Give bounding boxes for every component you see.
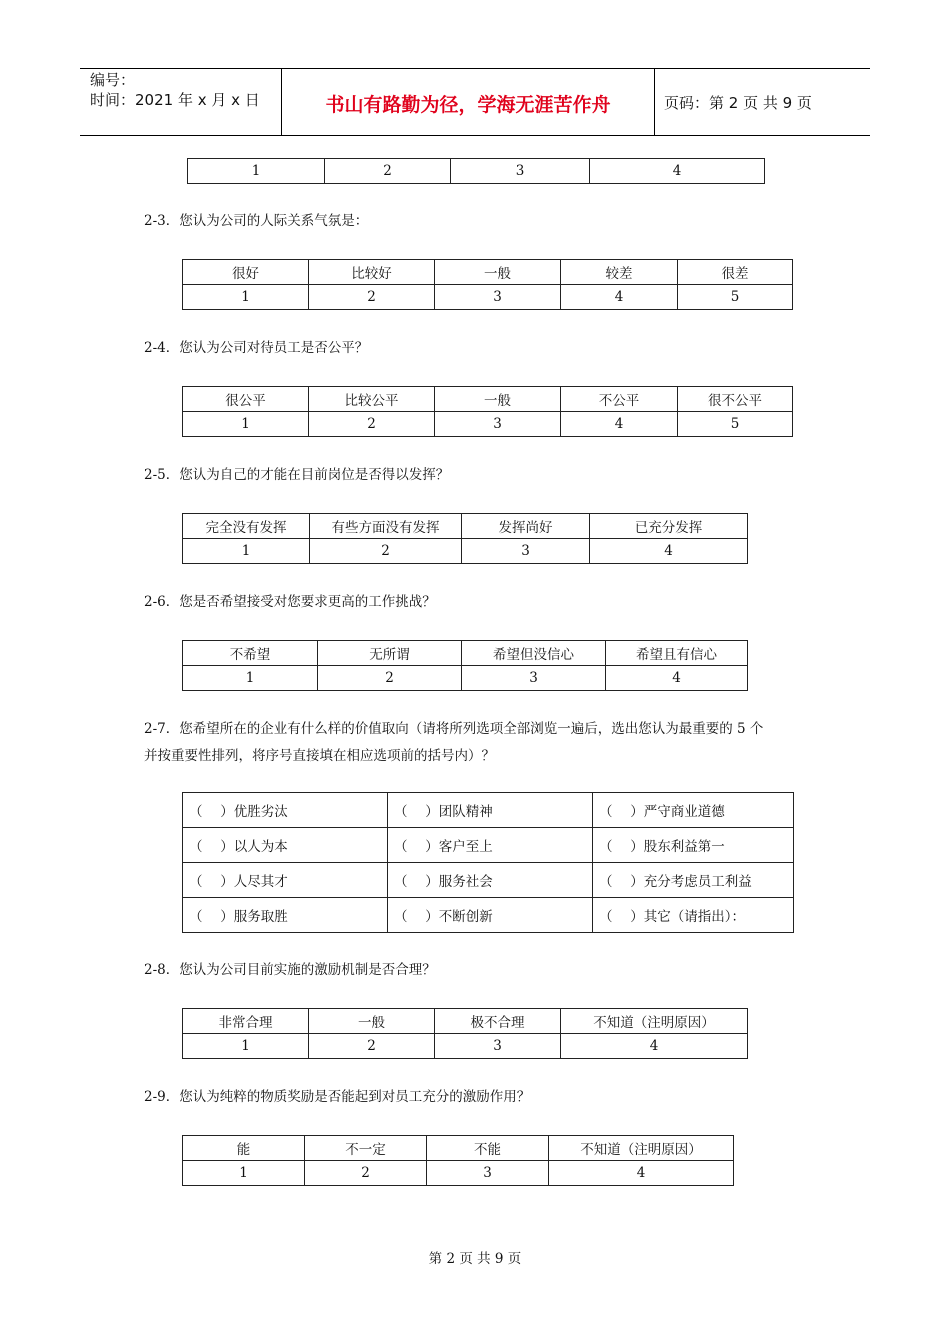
table-header-row xyxy=(183,1136,734,1161)
question-2-8: 2-8．您认为公司目前实施的激励机制是否合理？ xyxy=(144,962,436,978)
option-label: 一般 xyxy=(309,1009,435,1034)
number-label: 编号： xyxy=(90,71,136,89)
option-label: 不一定 xyxy=(305,1136,427,1161)
option-label: 有些方面没有发挥 xyxy=(310,514,462,539)
option-code[interactable]: 2 xyxy=(310,539,462,564)
option-code[interactable]: 1 xyxy=(183,412,309,437)
date-label: 时间：2021 年 x 月 x 日 xyxy=(90,91,260,109)
option-label: 希望且有信心 xyxy=(606,641,748,666)
option-label: 发挥尚好 xyxy=(462,514,590,539)
option-label: 很差 xyxy=(678,260,793,285)
option-label: 不能 xyxy=(427,1136,549,1161)
option-cell[interactable]: （ ）客户至上 xyxy=(388,828,593,863)
question-2-3: 2-3．您认为公司的人际关系气氛是： xyxy=(144,213,369,229)
table-header-row xyxy=(183,260,793,285)
header-bottom-rule xyxy=(80,135,870,136)
option-label: 非常合理 xyxy=(183,1009,309,1034)
answer-table-2-8 xyxy=(182,1008,748,1059)
option-label: 很不公平 xyxy=(678,387,793,412)
option-cell[interactable]: （ ）严守商业道德 xyxy=(593,793,794,828)
header-meta xyxy=(90,70,260,110)
answer-table-2-9 xyxy=(182,1135,734,1186)
option-code[interactable]: 2 xyxy=(309,412,435,437)
table-row xyxy=(183,793,794,828)
header-motto: 书山有路勤为径，学海无涯苦作舟 xyxy=(325,94,611,116)
option-cell[interactable]: （ ）股东利益第一 xyxy=(593,828,794,863)
option-code[interactable]: 5 xyxy=(678,285,793,310)
option-code[interactable]: 1 xyxy=(183,285,309,310)
option-cell[interactable]: （ ）以人为本 xyxy=(183,828,388,863)
question-line: 并按重要性排列，将序号直接填在相应选项前的括号内）？ xyxy=(144,748,495,764)
option-code[interactable]: 1 xyxy=(183,666,318,691)
option-label: 完全没有发挥 xyxy=(183,514,310,539)
option-label: 希望但没信心 xyxy=(462,641,606,666)
option-label: 不知道（注明原因） xyxy=(549,1136,734,1161)
header-top-rule xyxy=(80,68,870,69)
option-label: 极不合理 xyxy=(435,1009,561,1034)
option-code[interactable]: 1 xyxy=(183,1161,305,1186)
option-code[interactable]: 3 xyxy=(435,285,561,310)
option-cell[interactable]: （ ）人尽其才 xyxy=(183,863,388,898)
option-label: 无所谓 xyxy=(318,641,462,666)
answer-table-2-5 xyxy=(182,513,748,564)
option-cell[interactable]: （ ）服务社会 xyxy=(388,863,593,898)
option-code[interactable]: 3 xyxy=(427,1161,549,1186)
option-code[interactable]: 4 xyxy=(561,412,678,437)
table-row xyxy=(183,828,794,863)
option-code[interactable]: 5 xyxy=(678,412,793,437)
option-label: 不公平 xyxy=(561,387,678,412)
option-cell[interactable]: （ ）团队精神 xyxy=(388,793,593,828)
table-row xyxy=(183,898,794,933)
table-row xyxy=(183,666,748,691)
answer-table-2-3 xyxy=(182,259,793,310)
table-row xyxy=(183,1161,734,1186)
option-label: 比较公平 xyxy=(309,387,435,412)
option-cell[interactable]: （ ）充分考虑员工利益 xyxy=(593,863,794,898)
option-code[interactable]: 1 xyxy=(183,1034,309,1059)
option-label: 已充分发挥 xyxy=(590,514,748,539)
value-options-table xyxy=(182,792,794,933)
option-label: 一般 xyxy=(435,387,561,412)
continued-table xyxy=(187,158,765,184)
question-2-4: 2-4．您认为公司对待员工是否公平？ xyxy=(144,340,369,356)
option-code[interactable]: 2 xyxy=(318,666,462,691)
option-label: 比较好 xyxy=(309,260,435,285)
option-label: 很公平 xyxy=(183,387,309,412)
question-2-9: 2-9．您认为纯粹的物质奖励是否能起到对员工充分的激励作用？ xyxy=(144,1089,531,1105)
option-code[interactable]: 4 xyxy=(590,539,748,564)
option-label: 能 xyxy=(183,1136,305,1161)
option-code[interactable]: 4 xyxy=(561,1034,748,1059)
option-cell[interactable]: （ ）不断创新 xyxy=(388,898,593,933)
option-code[interactable]: 2 xyxy=(305,1161,427,1186)
table-row xyxy=(188,159,765,184)
option-code[interactable]: 3 xyxy=(435,1034,561,1059)
option-label: 很好 xyxy=(183,260,309,285)
option-label: 不知道（注明原因） xyxy=(561,1009,748,1034)
answer-table-2-6 xyxy=(182,640,748,691)
option-cell[interactable]: （ ）服务取胜 xyxy=(183,898,388,933)
table-header-row xyxy=(183,387,793,412)
header-page-label: 页码：第 2 页 共 9 页 xyxy=(664,94,812,112)
table-row xyxy=(183,863,794,898)
option-code[interactable]: 2 xyxy=(309,1034,435,1059)
table-cell: 4 xyxy=(590,159,765,184)
option-cell[interactable]: （ ）其它（请指出）： xyxy=(593,898,794,933)
option-label: 不希望 xyxy=(183,641,318,666)
option-label: 一般 xyxy=(435,260,561,285)
option-code[interactable]: 3 xyxy=(462,666,606,691)
option-code[interactable]: 3 xyxy=(462,539,590,564)
header-divider xyxy=(654,68,655,136)
option-label: 较差 xyxy=(561,260,678,285)
table-header-row xyxy=(183,641,748,666)
question-2-5: 2-5．您认为自己的才能在目前岗位是否得以发挥？ xyxy=(144,467,450,483)
table-header-row xyxy=(183,1009,748,1034)
option-code[interactable]: 4 xyxy=(549,1161,734,1186)
option-code[interactable]: 1 xyxy=(183,539,310,564)
option-code[interactable]: 3 xyxy=(435,412,561,437)
answer-table-2-4 xyxy=(182,386,793,437)
option-cell[interactable]: （ ）优胜劣汰 xyxy=(183,793,388,828)
table-row xyxy=(183,539,748,564)
table-header-row xyxy=(183,514,748,539)
table-cell: 1 xyxy=(188,159,325,184)
option-code[interactable]: 4 xyxy=(561,285,678,310)
table-cell: 3 xyxy=(451,159,590,184)
page-footer: 第 2 页 共 9 页 xyxy=(428,1251,522,1267)
question-2-7 xyxy=(144,716,763,770)
question-line: 2-7．您希望所在的企业有什么样的价值取向（请将所列选项全部浏览一遍后，选出您认为最重要的 5 个 xyxy=(144,721,764,737)
table-row xyxy=(183,285,793,310)
table-row xyxy=(183,412,793,437)
table-row xyxy=(183,1034,748,1059)
option-code[interactable]: 2 xyxy=(309,285,435,310)
option-code[interactable]: 4 xyxy=(606,666,748,691)
question-2-6: 2-6．您是否希望接受对您要求更高的工作挑战？ xyxy=(144,594,436,610)
table-cell: 2 xyxy=(325,159,451,184)
